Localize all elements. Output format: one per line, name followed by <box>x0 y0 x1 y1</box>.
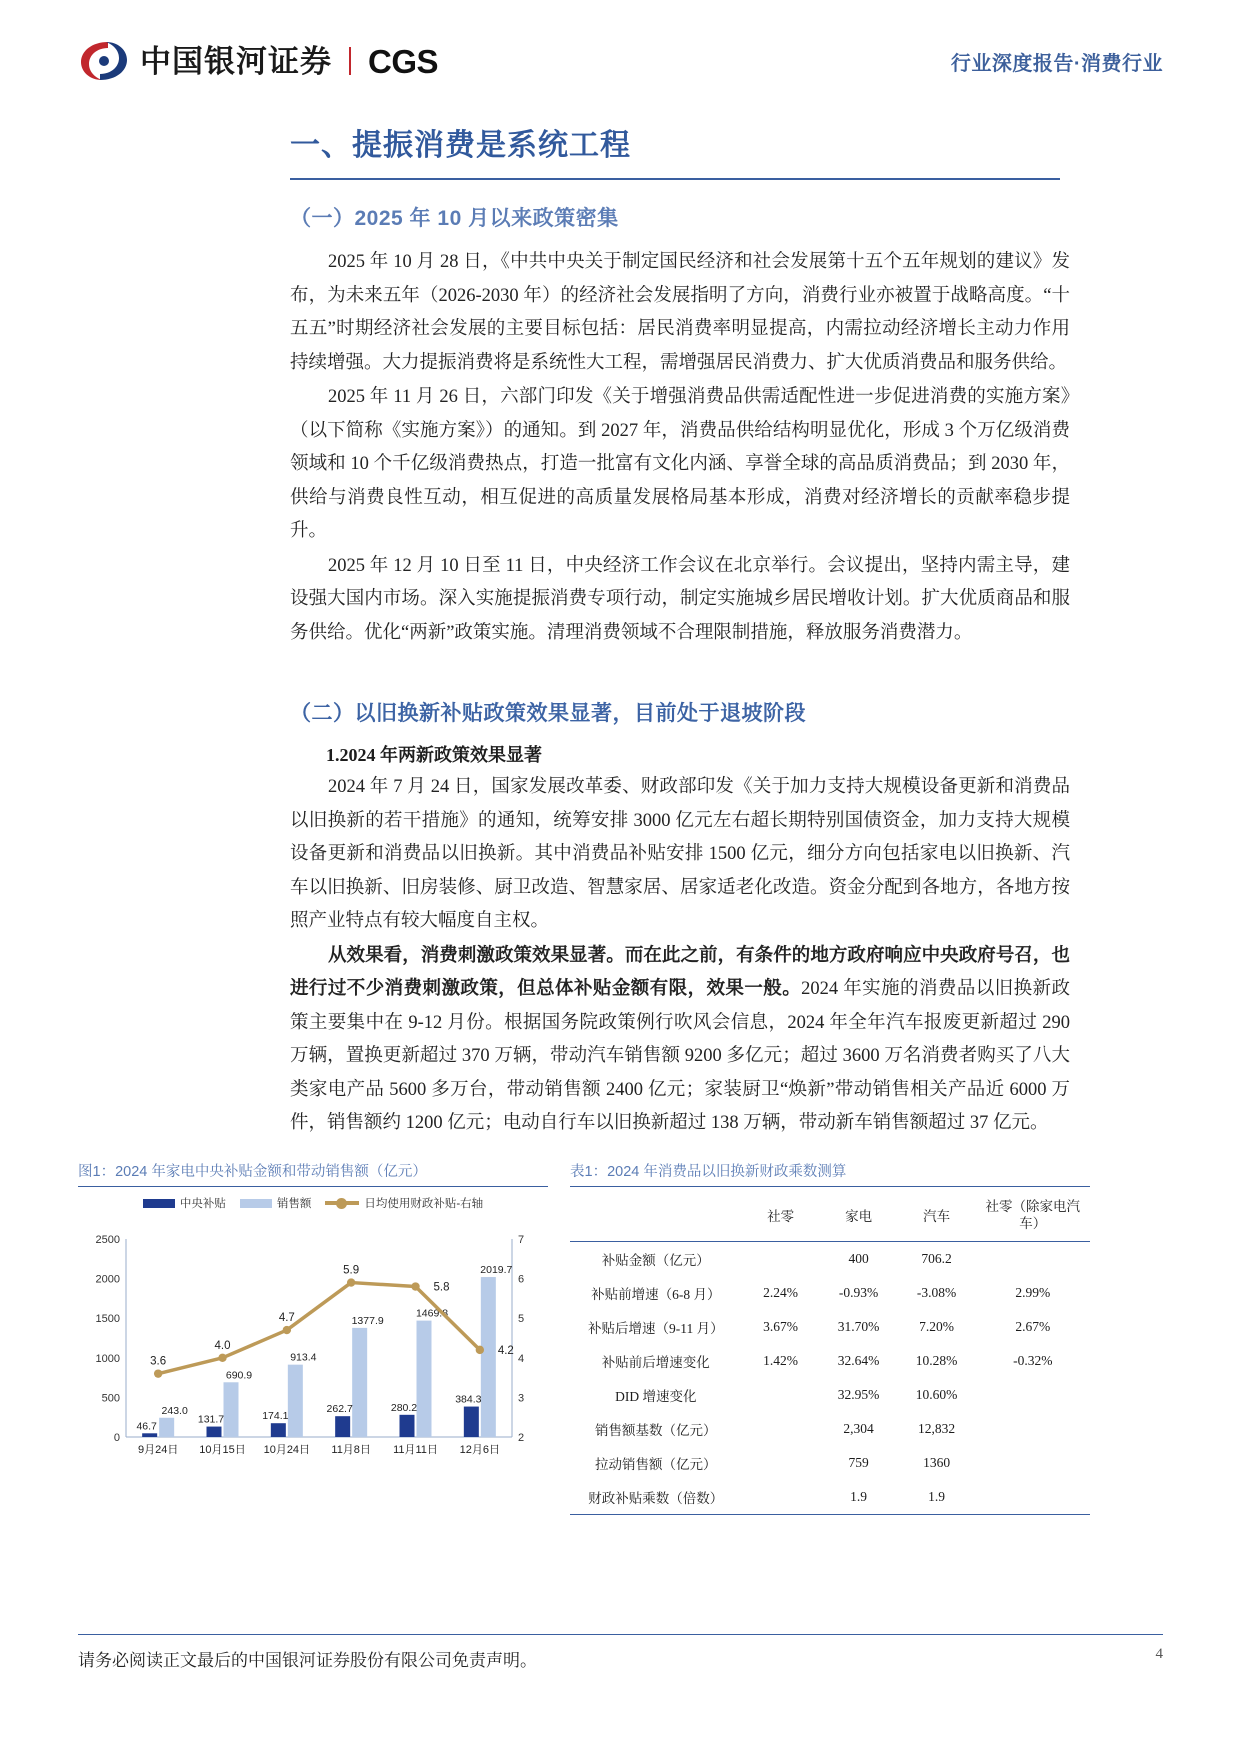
chart-legend <box>78 1193 548 1213</box>
table-cell: 1360 <box>923 1455 951 1470</box>
table-cell: 10.60% <box>915 1387 958 1402</box>
legend-swatch-sales <box>240 1199 272 1208</box>
subsection-heading-2-1: 1.2024 年两新政策效果显著 <box>326 745 542 765</box>
page-footer <box>78 1646 1163 1671</box>
row-label: 财政补贴乘数（倍数） <box>588 1491 724 1506</box>
svg-text:11月11日: 11月11日 <box>393 1444 438 1456</box>
svg-text:4: 4 <box>518 1352 525 1365</box>
table-cell <box>742 1412 820 1446</box>
row-label: 补贴金额（亿元） <box>601 1253 710 1268</box>
row-label: 补贴后增速（9-11 月） <box>587 1321 724 1336</box>
table-cell: 706.2 <box>921 1251 952 1266</box>
header-report-type: 行业深度报告·消费行业 <box>950 52 1163 75</box>
table-row <box>570 1480 1090 1515</box>
table-1-rule <box>570 1186 1090 1187</box>
svg-text:2: 2 <box>518 1432 525 1444</box>
table-cell: 7.20% <box>919 1319 955 1334</box>
table-cell: 3.67% <box>763 1319 799 1334</box>
svg-text:3: 3 <box>518 1392 525 1405</box>
page-header <box>78 26 1163 96</box>
svg-text:384.3: 384.3 <box>455 1393 482 1406</box>
table-body <box>570 1242 1090 1515</box>
paragraph-3: 2025 年 12 月 10 日至 11 日，中央经济工作会议在北京举行。会议提出，坚持内需主导，建设强大国内市场。深入实施提振消费专项行动，制定实施城乡居民增收计划。扩大优质商品和服务供给。优化“两新”政策实施。清理消费领域不合理限制措施，释放服务消费潜力。 <box>290 555 1070 643</box>
row-label: 销售额基数（亿元） <box>595 1423 717 1438</box>
col-header-1: 社零 <box>767 1209 795 1224</box>
table-row <box>570 1276 1090 1310</box>
svg-text:3.6: 3.6 <box>150 1355 167 1368</box>
row-label: 补贴前后增速变化 <box>601 1355 710 1370</box>
table-row <box>570 1412 1090 1446</box>
table-cell: 12,832 <box>918 1421 956 1436</box>
logo-english-text: CGS <box>368 42 439 80</box>
svg-text:11月8日: 11月8日 <box>331 1444 371 1456</box>
table-row <box>570 1378 1090 1412</box>
paragraph-5 <box>290 940 1070 1141</box>
table-1-container <box>570 1160 1090 1515</box>
svg-text:131.7: 131.7 <box>197 1413 225 1426</box>
paragraph-5-rest: 2024 年实施的消费品以旧换新政策主要集中在 9-12 月份。根据国务院政策例行吹风会信息，2024 年全年汽车报废更新超过 290 万辆，置换更新超过 370 万辆，带动汽车销售额 9200 多亿元；超过 3600 万名消费者购买了八大类家电产品 5600 多万台，带动销售额 2400 亿元；家装厨卫“焕新”带动销售相关产品近 6000 万件，销售额约 1200 亿元；电动自行车以旧换新超过 138 万辆，带动新车销售额超过 37 亿元。 <box>290 979 1070 1133</box>
legend-item-2 <box>325 1195 483 1211</box>
legend-label-2: 日均使用财政补贴-右轴 <box>364 1198 484 1210</box>
svg-text:2500: 2500 <box>95 1234 120 1246</box>
col-header-0 <box>570 1191 742 1242</box>
table-cell: 2.24% <box>763 1285 799 1300</box>
table-cell: 1.9 <box>850 1489 868 1504</box>
svg-text:913.4: 913.4 <box>290 1351 317 1364</box>
table-cell: 1.42% <box>763 1353 799 1368</box>
main-content <box>290 120 1070 1142</box>
table-cell: 2.67% <box>1015 1319 1051 1334</box>
table-cell: 1.9 <box>928 1489 946 1504</box>
galaxy-securities-logo-icon <box>78 39 130 83</box>
svg-text:262.7: 262.7 <box>326 1403 353 1416</box>
table-cell <box>742 1378 820 1412</box>
company-logo <box>78 39 438 83</box>
figure-1-rule <box>78 1186 548 1187</box>
logo-divider <box>349 47 351 75</box>
table-cell <box>976 1378 1090 1412</box>
table-cell <box>976 1242 1090 1277</box>
table-cell: 31.70% <box>837 1319 880 1334</box>
subsection-heading-1: （一）2025 年 10 月以来政策密集 <box>290 207 619 230</box>
paragraph-4: 2024 年 7 月 24 日，国家发展改革委、财政部印发《关于加力支持大规模设备更新和消费品以旧换新的若干措施》的通知，统筹安排 3000 亿元左右超长期特别国债资金，加力支持大规模设备更新和消费品以旧换新。其中消费品补贴安排 1500 亿元，细分方向包括家电以旧换新、汽车以旧换新、旧房装修、厨卫改造、智慧家居、居家适老化改造。资金分配到各地方，各地方按照产业特点有较大幅度自主权。 <box>290 777 1070 931</box>
col-header-3: 汽车 <box>923 1209 951 1224</box>
figure-1-container <box>78 1160 548 1515</box>
svg-text:4.7: 4.7 <box>278 1312 295 1325</box>
paragraph-1: 2025 年 10 月 28 日，《中共中央关于制定国民经济和社会发展第十五个五年规划的建议》发布，为未来五年（2026-2030 年）的经济社会发展指明了方向，消费行业亦被置于战略高度。“十五五”时期经济社会发展的主要目标包括：居民消费率明显提高，内需拉动经济增长主动力作用持续增强。大力提振消费将是系统性大工程，需增强居民消费力、扩大优质消费品和服务供给。 <box>290 252 1070 373</box>
table-cell: 2.99% <box>1015 1285 1051 1300</box>
table-cell: 32.64% <box>837 1353 880 1368</box>
table-head <box>570 1191 1090 1242</box>
svg-text:5.8: 5.8 <box>433 1281 450 1294</box>
svg-text:2000: 2000 <box>95 1273 120 1286</box>
table-cell: 2,304 <box>843 1421 874 1436</box>
chart-plot-area <box>78 1213 548 1471</box>
legend-label-0: 中央补贴 <box>179 1198 226 1210</box>
footer-disclaimer: 请务必阅读正文最后的中国银河证券股份有限公司免责声明。 <box>78 1651 537 1670</box>
table-cell: 32.95% <box>837 1387 880 1402</box>
table-1-caption: 表1：2024 年消费品以旧换新财政乘数测算 <box>570 1164 847 1180</box>
table-cell: 759 <box>848 1455 869 1470</box>
table-cell: 10.28% <box>915 1353 958 1368</box>
table-cell <box>976 1446 1090 1480</box>
table-row <box>570 1310 1090 1344</box>
legend-item-1 <box>240 1195 312 1211</box>
table-cell: -0.93% <box>838 1285 879 1300</box>
svg-text:690.9: 690.9 <box>225 1369 253 1382</box>
table-cell <box>976 1480 1090 1515</box>
table-cell: -0.32% <box>1013 1353 1053 1368</box>
table-header-row <box>570 1191 1090 1242</box>
logo-chinese-text: 中国银河证券 <box>140 43 332 79</box>
table-row <box>570 1344 1090 1378</box>
legend-item-0 <box>143 1195 226 1211</box>
table-row <box>570 1446 1090 1480</box>
chart-svg <box>78 1213 548 1471</box>
figure-1-chart <box>78 1193 548 1483</box>
table-cell: -3.08% <box>916 1285 957 1300</box>
svg-text:1469.8: 1469.8 <box>415 1307 449 1320</box>
svg-text:2019.7: 2019.7 <box>480 1264 513 1277</box>
table-cell <box>742 1242 820 1277</box>
row-label: 补贴前增速（6-8 月） <box>591 1287 721 1302</box>
svg-text:280.2: 280.2 <box>390 1401 418 1414</box>
figure-1-caption: 图1：2024 年家电中央补贴金额和带动销售额（亿元） <box>78 1164 427 1180</box>
svg-text:4.0: 4.0 <box>214 1339 231 1352</box>
table-cell <box>976 1412 1090 1446</box>
svg-text:4.2: 4.2 <box>497 1344 514 1357</box>
svg-text:10月15日: 10月15日 <box>199 1444 246 1456</box>
svg-text:174.1: 174.1 <box>262 1410 289 1423</box>
row-label: 拉动销售额（亿元） <box>595 1457 717 1472</box>
row-label: DID 增速变化 <box>615 1389 697 1404</box>
svg-text:12月6日: 12月6日 <box>459 1444 501 1456</box>
svg-text:5.9: 5.9 <box>343 1264 360 1277</box>
table-cell <box>742 1480 820 1515</box>
page-title: 一、提振消费是系统工程 <box>290 129 631 162</box>
table-row <box>570 1242 1090 1277</box>
svg-text:1500: 1500 <box>95 1313 120 1326</box>
legend-line-daily <box>325 1201 359 1205</box>
svg-text:10月24日: 10月24日 <box>263 1444 311 1456</box>
paragraph-5-bold: 从效果看，消费刺激政策效果显著。而在此之前，有条件的地方政府响应中央政府号召，也进行过不少消费刺激政策，但总体补贴金额有限，效果一般。 <box>290 945 1070 999</box>
spacer <box>290 651 1070 691</box>
svg-text:1377.9: 1377.9 <box>351 1314 384 1327</box>
svg-text:7: 7 <box>518 1234 525 1246</box>
subsection-heading-2: （二）以旧换新补贴政策效果显著，目前处于退坡阶段 <box>290 702 806 725</box>
page-number: 4 <box>1155 1646 1163 1662</box>
legend-swatch-subsidy <box>143 1199 175 1208</box>
table-cell <box>742 1446 820 1480</box>
svg-text:1000: 1000 <box>95 1352 120 1365</box>
svg-text:0: 0 <box>113 1432 120 1444</box>
col-header-2: 家电 <box>845 1209 873 1224</box>
figure-table-row <box>78 1160 1163 1515</box>
footer-divider <box>78 1634 1163 1635</box>
svg-text:6: 6 <box>518 1273 525 1286</box>
col-header-4: 社零（除家电汽车） <box>985 1199 1081 1231</box>
svg-text:9月24日: 9月24日 <box>137 1444 179 1456</box>
svg-text:46.7: 46.7 <box>136 1420 157 1433</box>
financial-multiplier-table <box>570 1191 1090 1515</box>
svg-text:5: 5 <box>518 1313 525 1326</box>
paragraph-2: 2025 年 11 月 26 日，六部门印发《关于增强消费品供需适配性进一步促进消费的实施方案》（以下简称《实施方案》）的通知。到 2027 年，消费品供给结构明显优化，形成 3 个万亿级消费领域和 10 个千亿级消费热点，打造一批富有文化内涵、享誉全球的高品质消费品；到 2030 年，供给与消费良性互动，相互促进的高质量发展格局基本形成，消费对经济增长的贡献率稳步提升。 <box>290 387 1070 541</box>
svg-text:243.0: 243.0 <box>161 1404 188 1417</box>
title-underline <box>290 178 1060 180</box>
legend-label-1: 销售额 <box>276 1198 312 1210</box>
svg-text:500: 500 <box>101 1392 120 1405</box>
table-cell: 400 <box>848 1251 869 1266</box>
